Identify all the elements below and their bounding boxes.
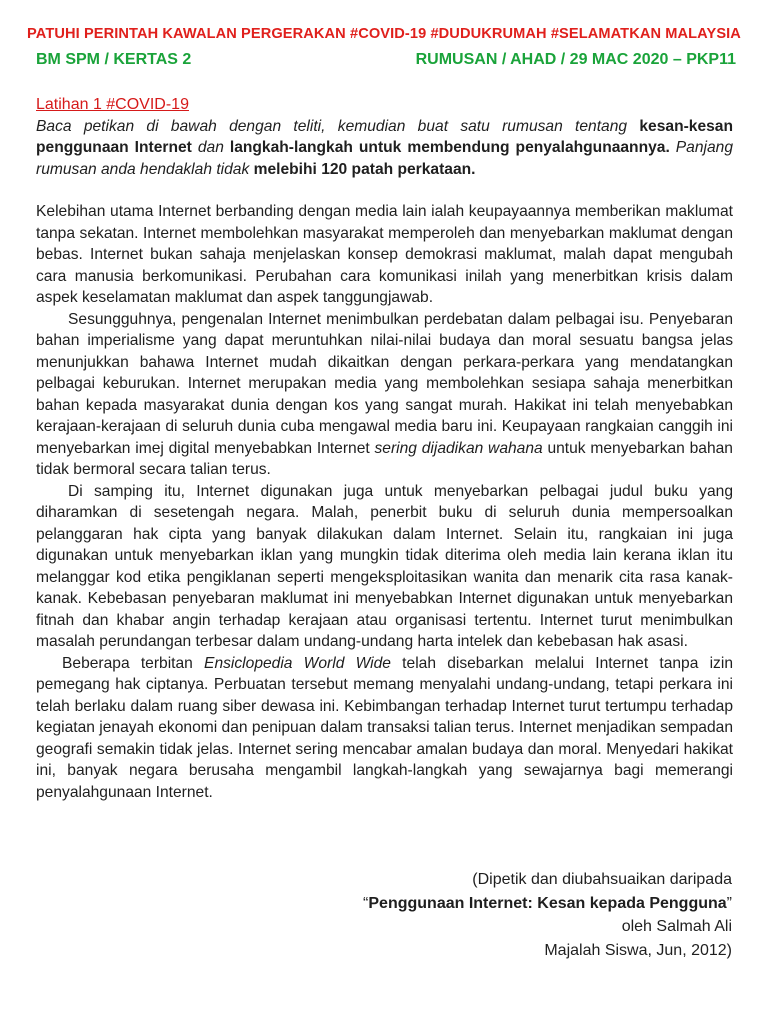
paragraph-4-text-a: Beberapa terbitan [62, 654, 205, 672]
citation-line-4: Majalah Siswa, Jun, 2012) [544, 941, 732, 959]
paragraph-4-text-c: telah disebarkan melalui Internet tanpa izin pemegang hak ciptanya. Perbuatan tersebut memang menyalahi undang-undang, tetapi perkara ini telah berlaku dalam ruang siber dewasa ini. Kebimbangan terhadap Internet turut tertumpu terhadap kegiatan jenayah ekonomi dan penipuan dalam transaksi talian terus. Internet menjadikan sempadan geografi semakin tidak jelas. Internet sering mencabar amalan budaya dan moral. Menyedari hakikat ini, banyak negara berusaha mengambil langkah-langkah yang sewajarnya bagi memerangi penyalahgunaan Internet. [36, 654, 733, 801]
source-citation [363, 868, 732, 962]
exercise-content [36, 94, 733, 803]
instruction-text-1: Baca petikan di bawah dengan teliti, kemudian buat satu rumusan tentang [36, 117, 640, 135]
passage-paragraph-3: Di samping itu, Internet digunakan juga untuk menyebarkan pelbagai judul buku yang diharamkan di sesetengah negara. Malah, penerbit buku di seluruh dunia mempersoalkan pelanggaran hak cipta yang banyak dilakukan dalam Internet. Selain itu, rangkaian ini juga digunakan untuk menyebarkan iklan yang mungkin tidak diterima oleh media lain kerana iklan itu melanggar kod etika pengiklanan seperti mengeksploitasikan wanita dan menarik cita rasa kanak-kanak. Kebebasan penyebaran maklumat ini menyebabkan Internet digunakan untuk menyebarkan fitnah dan khabar angin terhadap kerajaan atau organisasi tertentu. Internet turut menimbulkan masalah perundangan terbesar dalam undang-undang harta intelek dan kebebasan hak asasi. [36, 482, 733, 650]
passage-paragraph-2 [36, 309, 733, 481]
instruction-text-3: Panjang rumusan anda hendaklah tidak [36, 139, 734, 178]
citation-line-3: oleh Salmah Ali [621, 918, 732, 935]
citation-title: Penggunaan Internet: Kesan kepada Pengguna [368, 894, 727, 912]
covid-banner: PATUHI PERINTAH KAWALAN PERGERAKAN #COVID-19 #DUDUKRUMAH #SELAMATKAN MALAYSIA [27, 26, 741, 42]
instruction-emphasis-1: kesan-kesan penggunaan Internet [36, 117, 733, 156]
date-label: RUMUSAN / AHAD / 29 MAC 2020 – PKP11 [415, 51, 736, 68]
paragraph-2-italic: sering dijadikan wahana [374, 439, 543, 457]
citation-line-2 [363, 892, 732, 916]
instruction-emphasis-2: langkah-langkah untuk membendung penyalahgunaannya. [229, 139, 670, 156]
subject-label: BM SPM / KERTAS 2 [36, 51, 192, 68]
citation-line-1: (Dipetik dan diubahsuaikan daripada [472, 871, 732, 888]
passage-paragraph-1: Kelebihan utama Internet berbanding dengan media lain ialah keupayaannya memberikan maklumat tanpa sekatan. Internet membolehkan masyarakat memperoleh dan menyebarkan maklumat dengan bebas. Internet bukan sahaja menjelaskan konsep demokrasi maklumat, malah dapat mengubah cara manusia berkomunikasi. Perubahan cara komunikasi inilah yang menerbitkan krisis dalam aspek keselamatan maklumat dan aspek tanggungjawab. [36, 203, 733, 306]
citation-open-quote: “ [363, 894, 369, 912]
paragraph-4-italic: Ensiclopedia World Wide [204, 654, 391, 672]
instruction-emphasis-3: melebihi 120 patah perkataan. [253, 160, 476, 178]
instruction-text-2: dan [191, 139, 230, 156]
exercise-title: Latihan 1 #COVID-19 [36, 96, 189, 113]
exercise-instruction [36, 116, 733, 181]
paragraph-2-text-c: untuk menyebarkan bahan tidak bermoral secara talian terus. [36, 439, 733, 478]
passage-paragraph-4 [36, 653, 733, 804]
citation-close-quote: ” [726, 894, 732, 912]
paragraph-2-text-a: Sesungguhnya, pengenalan Internet menimbulkan perdebatan dalam pelbagai isu. Penyebaran bahan imperialisme yang dapat meruntuhkan nilai-nilai budaya dan moral sesuatu bangsa jelas menunjukkan bahawa Internet mudah dikaitkan dengan perkara-perkara yang mendatangkan pelbagai keburukan. Internet merupakan media yang membolehkan sesiapa sahaja menerbitkan bahan kepada masyarakat dunia dengan kos yang sangat murah. Hakikat ini telah menyebabkan kerajaan-kerajaan di seluruh dunia cuba mengawal media baru ini. Keupayaan rangkaian canggih ini menyebarkan imej digital menyebabkan Internet [36, 310, 733, 457]
